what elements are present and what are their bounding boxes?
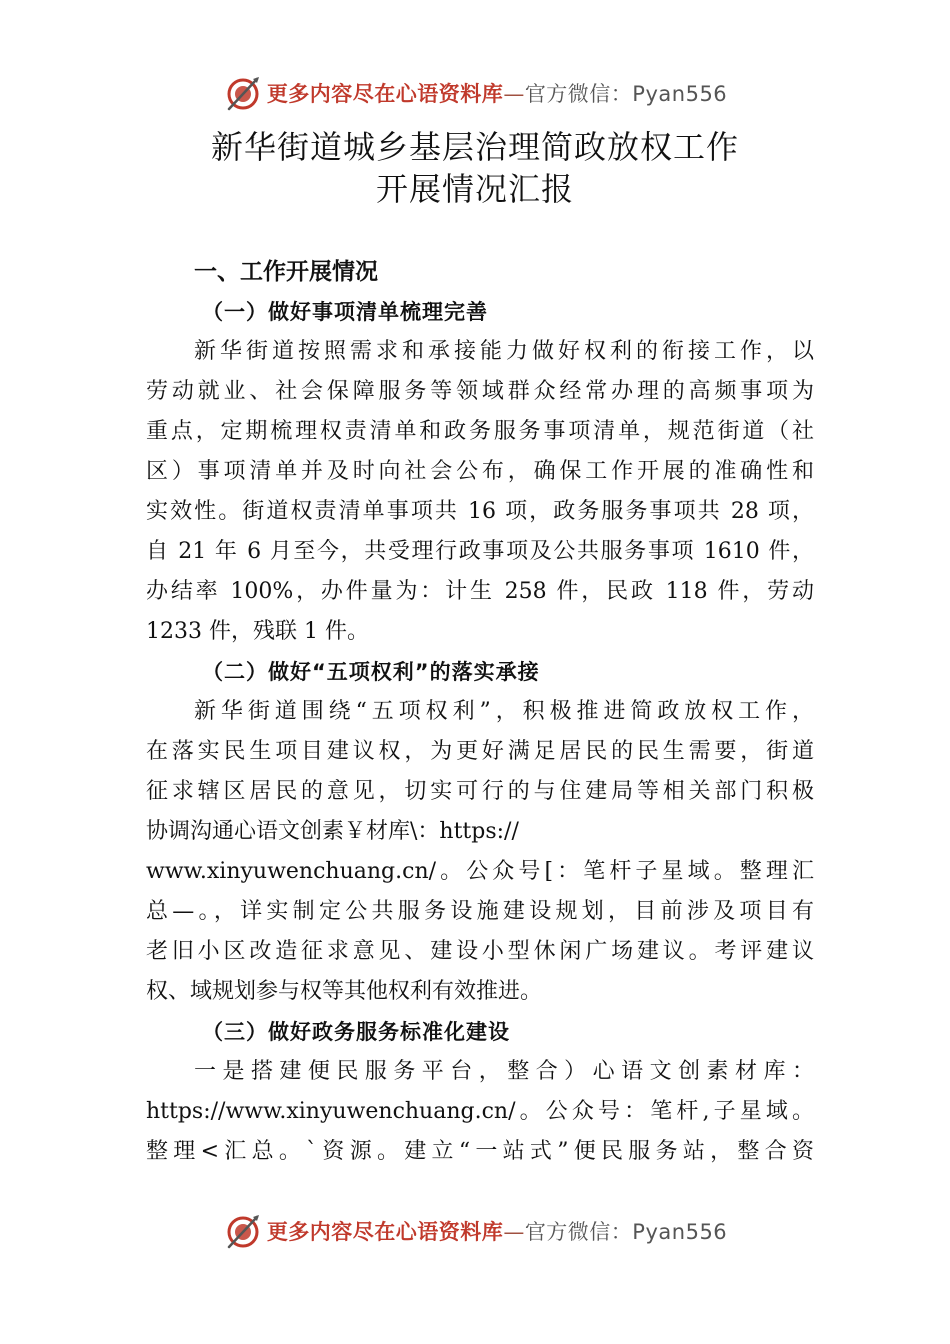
subsection-heading-3: （三）做好政务服务标准化建设: [202, 1020, 510, 1044]
paragraph-line: 自 21 年 6 月至今，共受理行政事项及公共服务事项 1610 件，: [146, 539, 814, 564]
paragraph-line: 总—。，详实制定公共服务设施建设规划，目前涉及项目有: [146, 899, 814, 924]
paragraph-line: 劳动就业、社会保障服务等领域群众经常办理的高频事项为: [146, 379, 814, 404]
paragraph-line: 新华街道按照需求和承接能力做好权利的衔接工作，以: [194, 339, 814, 364]
document-body: [146, 252, 814, 1172]
paragraph-line: 协调沟通心语文创素￥材库\：https://: [146, 819, 519, 844]
banner-separator: —: [503, 1220, 525, 1244]
paragraph-line: 整理<汇总。`资源。建立“一站式”便民服务站，整合资: [146, 1139, 814, 1164]
footer-banner: [0, 1208, 950, 1254]
paragraph-line: 权、域规划参与权等其他权利有效推进。: [146, 979, 543, 1004]
header-banner: [0, 70, 950, 116]
banner-brand-text: 更多内容尽在心语资料库: [266, 82, 504, 106]
paragraph-line: 新华街道围绕“五项权利”，积极推进简政放权工作，: [194, 699, 814, 724]
paragraph-line: 一是搭建便民服务平台，整合）心语文创素材库：: [194, 1059, 814, 1084]
banner-brand-text: 更多内容尽在心语资料库: [266, 1220, 504, 1244]
banner-contact-text: 官方微信：Pyan556: [524, 1220, 728, 1244]
subsection-heading-1: （一）做好事项清单梳理完善: [202, 300, 488, 324]
paragraph-line: 办结率 100%，办件量为：计生 258 件，民政 118 件，劳动: [146, 579, 814, 604]
paragraph-line: www.xinyuwenchuang.cn/。公众号[：笔杆子星域。整理汇: [146, 859, 814, 884]
title-line-2: 开展情况汇报: [375, 170, 574, 208]
banner-contact-text: 官方微信：Pyan556: [524, 82, 728, 106]
paragraph-line: 重点，定期梳理权责清单和政务服务事项清单，规范街道（社: [146, 419, 814, 444]
title-line-1: 新华街道城乡基层治理简政放权工作: [210, 128, 739, 166]
banner-separator: —: [503, 82, 525, 106]
paragraph-line: 在落实民生项目建议权，为更好满足居民的民生需要，街道: [146, 739, 814, 764]
subsection-heading-2: （二）做好“五项权利”的落实承接: [202, 660, 540, 684]
paragraph-line: 1233 件，残联 1 件。: [146, 619, 369, 644]
paragraph-line: https://www.xinyuwenchuang.cn/。公众号：笔杆,子星域。: [146, 1099, 814, 1124]
document-title: [0, 126, 950, 210]
quill-seal-logo-icon: [223, 73, 263, 113]
paragraph-line: 老旧小区改造征求意见、建设小型休闲广场建议。考评建议: [146, 939, 814, 964]
paragraph-line: 实效性。街道权责清单事项共 16 项，政务服务事项共 28 项，: [146, 499, 814, 524]
paragraph-line: 区）事项清单并及时向社会公布，确保工作开展的准确性和: [146, 459, 814, 484]
paragraph-line: 征求辖区居民的意见，切实可行的与住建局等相关部门积极: [146, 779, 814, 804]
section-heading: 一、工作开展情况: [194, 259, 378, 285]
quill-seal-logo-icon: [223, 1211, 263, 1251]
